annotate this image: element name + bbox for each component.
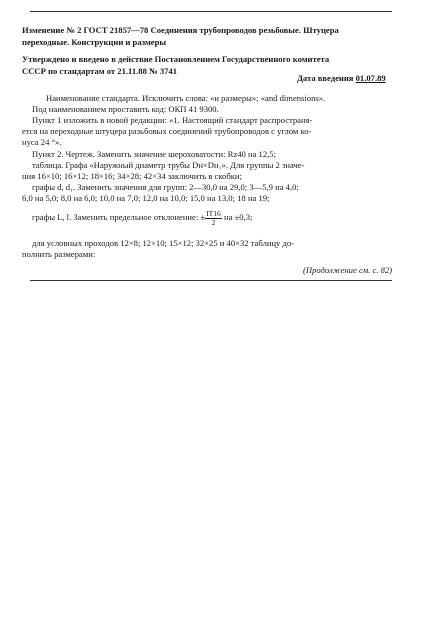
paragraph-clause2: Пункт 2. Чертеж. Заменить значение шероховатости: Rz40 на 12,5;	[32, 149, 276, 159]
approval-line: Утверждено и введено в действие Постановлением Государственного комитета	[22, 54, 330, 64]
paragraph-sizes-l1: для условных проходов 12×8; 12×10; 15×12; 32×25 и 40×32 таблицу до-	[32, 238, 295, 248]
tolerance-suffix: на ±0,3;	[221, 212, 253, 222]
paragraph-tolerance	[32, 208, 252, 227]
fraction-denominator: 2	[211, 217, 216, 227]
paragraph-columns-l1: графы d, d₁. Заменить значения для групп: 2—30,0 на 29,0; 3—5,9 на 4,0;	[32, 182, 299, 192]
tolerance-prefix: графы L, l. Заменить предельное отклонение: ±	[32, 212, 206, 222]
paragraph-clause1-l1: Пункт 1 изложить в новой редакции: «1. Настоящий стандарт распространя-	[32, 115, 313, 125]
paragraph-clause1-l3: нуса 24 °».	[22, 137, 62, 147]
effective-date-value: 01.07.89	[355, 73, 386, 83]
paragraph-columns-l2: 6,0 на 5,0; 8,0 на 6,0; 10,0 на 7,0; 12,0 на 10,0; 15,0 на 13,0; 18 на 19;	[22, 193, 270, 203]
effective-date-label: Дата введения	[297, 73, 354, 83]
paragraph-title-change: Наименование стандарта. Исключить слова: «и размеры»; «and dimensions».	[46, 93, 326, 103]
paragraph-table-l2: ния 16×10; 16×12; 18×16; 34×28; 42×34 заключить в скобки;	[22, 171, 242, 181]
tolerance-fraction	[205, 210, 222, 227]
paragraph-sizes-l2: полнить размерами:	[22, 249, 96, 259]
amendment-title: Изменение № 2 ГОСТ 21857—78 Соединения трубопроводов резьбовые. Штуцера	[22, 25, 339, 35]
continuation-note: (Продолжение см. с. 82)	[303, 265, 393, 275]
fraction-numerator: IT16	[206, 208, 221, 218]
bottom-rule	[30, 280, 392, 281]
top-rule	[30, 11, 392, 12]
amendment-title-cont: переходные. Конструкции и размеры	[22, 37, 167, 47]
paragraph-table-l1: таблица. Графа «Наружный диаметр трубы Dн×Dн₁». Для группы 2 значе-	[32, 160, 305, 170]
approval-line-cont: СССР по стандартам от 21.11.88 № 3741	[22, 66, 178, 76]
paragraph-clause1-l2: ется на переходные штуцера разьбовых соединений трубопроводов с углом ко-	[22, 126, 312, 136]
paragraph-code: Под наименованием проставить код: ОКП 41 9300.	[32, 104, 219, 114]
effective-date	[297, 73, 386, 83]
